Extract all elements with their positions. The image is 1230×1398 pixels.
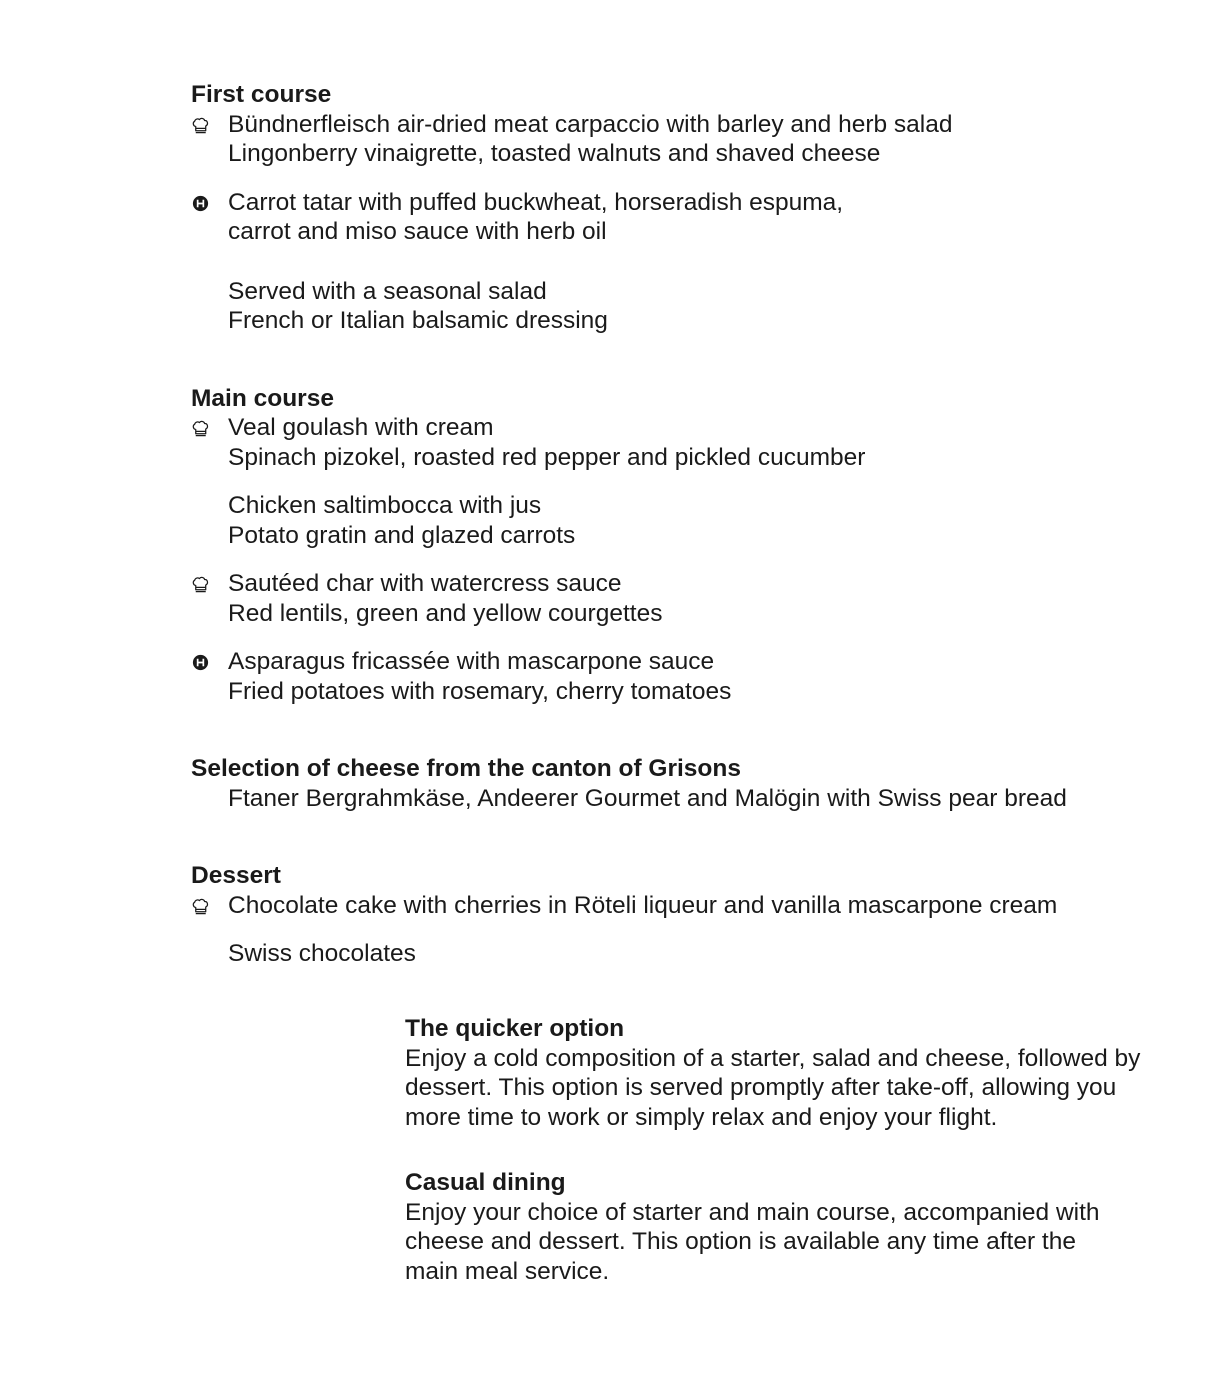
dish-description: Spinach pizokel, roasted red pepper and pickled cucumber (228, 443, 866, 471)
section-cheese (191, 754, 1191, 813)
option-text-line: Enjoy a cold composition of a starter, salad and cheese, followed by (405, 1044, 1141, 1072)
chef-hat-icon (191, 116, 210, 135)
menu-item (191, 784, 1191, 814)
dish-name: Sautéed char with watercress sauce (228, 570, 622, 597)
dish-description: Ftaner Bergrahmkäse, Andeerer Gourmet and Malögin with Swiss pear bread (228, 784, 1067, 812)
chef-hat-icon (191, 897, 210, 916)
option-casual-dining (405, 1168, 1165, 1286)
dish-name: Swiss chocolates (228, 940, 416, 967)
option-text-line: cheese and dessert. This option is available any time after the (405, 1228, 1076, 1255)
menu-item (191, 188, 1191, 336)
side-note: Served with a seasonal salad (228, 277, 547, 305)
menu-item (191, 891, 1191, 921)
menu-item (191, 413, 1191, 472)
dish-description: Fried potatoes with rosemary, cherry tomatoes (228, 677, 732, 705)
option-title: The quicker option (405, 1015, 625, 1042)
chef-hat-icon (191, 575, 210, 594)
dish-description: Red lentils, green and yellow courgettes (228, 599, 663, 627)
section-title: Main course (191, 384, 334, 412)
menu-item (191, 491, 1191, 550)
section-dessert (191, 861, 1191, 969)
option-quicker (405, 1014, 1165, 1132)
dish-name: Chicken saltimbocca with jus (228, 492, 542, 519)
dish-description: Potato gratin and glazed carrots (228, 521, 576, 549)
menu (191, 80, 1191, 1017)
section-title: Dessert (191, 862, 281, 889)
option-title: Casual dining (405, 1169, 566, 1196)
service-options (405, 1014, 1165, 1322)
option-text-line: more time to work or simply relax and enjoy your flight. (405, 1103, 998, 1131)
chef-hat-icon (191, 419, 210, 438)
menu-item (191, 110, 1191, 169)
dish-name: Asparagus fricassée with mascarpone sauce (228, 648, 715, 675)
option-text-line: main meal service. (405, 1257, 610, 1285)
dish-description: Lingonberry vinaigrette, toasted walnuts and shaved cheese (228, 140, 881, 167)
option-text-line: Enjoy your choice of starter and main course, accompanied with (405, 1198, 1100, 1226)
side-note: French or Italian balsamic dressing (228, 307, 608, 334)
section-title: Selection of cheese from the canton of Grisons (191, 755, 741, 782)
section-first-course (191, 80, 1191, 336)
dish-name: Bündnerfleisch air-dried meat carpaccio with barley and herb salad (228, 110, 953, 138)
dish-description: carrot and miso sauce with herb oil (228, 218, 607, 245)
section-main-course (191, 384, 1191, 707)
healthy-choice-icon (191, 653, 210, 672)
healthy-choice-icon (191, 194, 210, 213)
dish-name: Carrot tatar with puffed buckwheat, horseradish espuma, (228, 188, 844, 216)
option-text-line: dessert. This option is served promptly after take-off, allowing you (405, 1074, 1117, 1101)
menu-item (191, 569, 1191, 628)
section-title: First course (191, 81, 332, 108)
dish-name: Chocolate cake with cherries in Röteli liqueur and vanilla mascarpone cream (228, 891, 1058, 919)
dish-name: Veal goulash with cream (228, 414, 494, 441)
menu-item (191, 939, 1191, 969)
menu-item (191, 647, 1191, 706)
